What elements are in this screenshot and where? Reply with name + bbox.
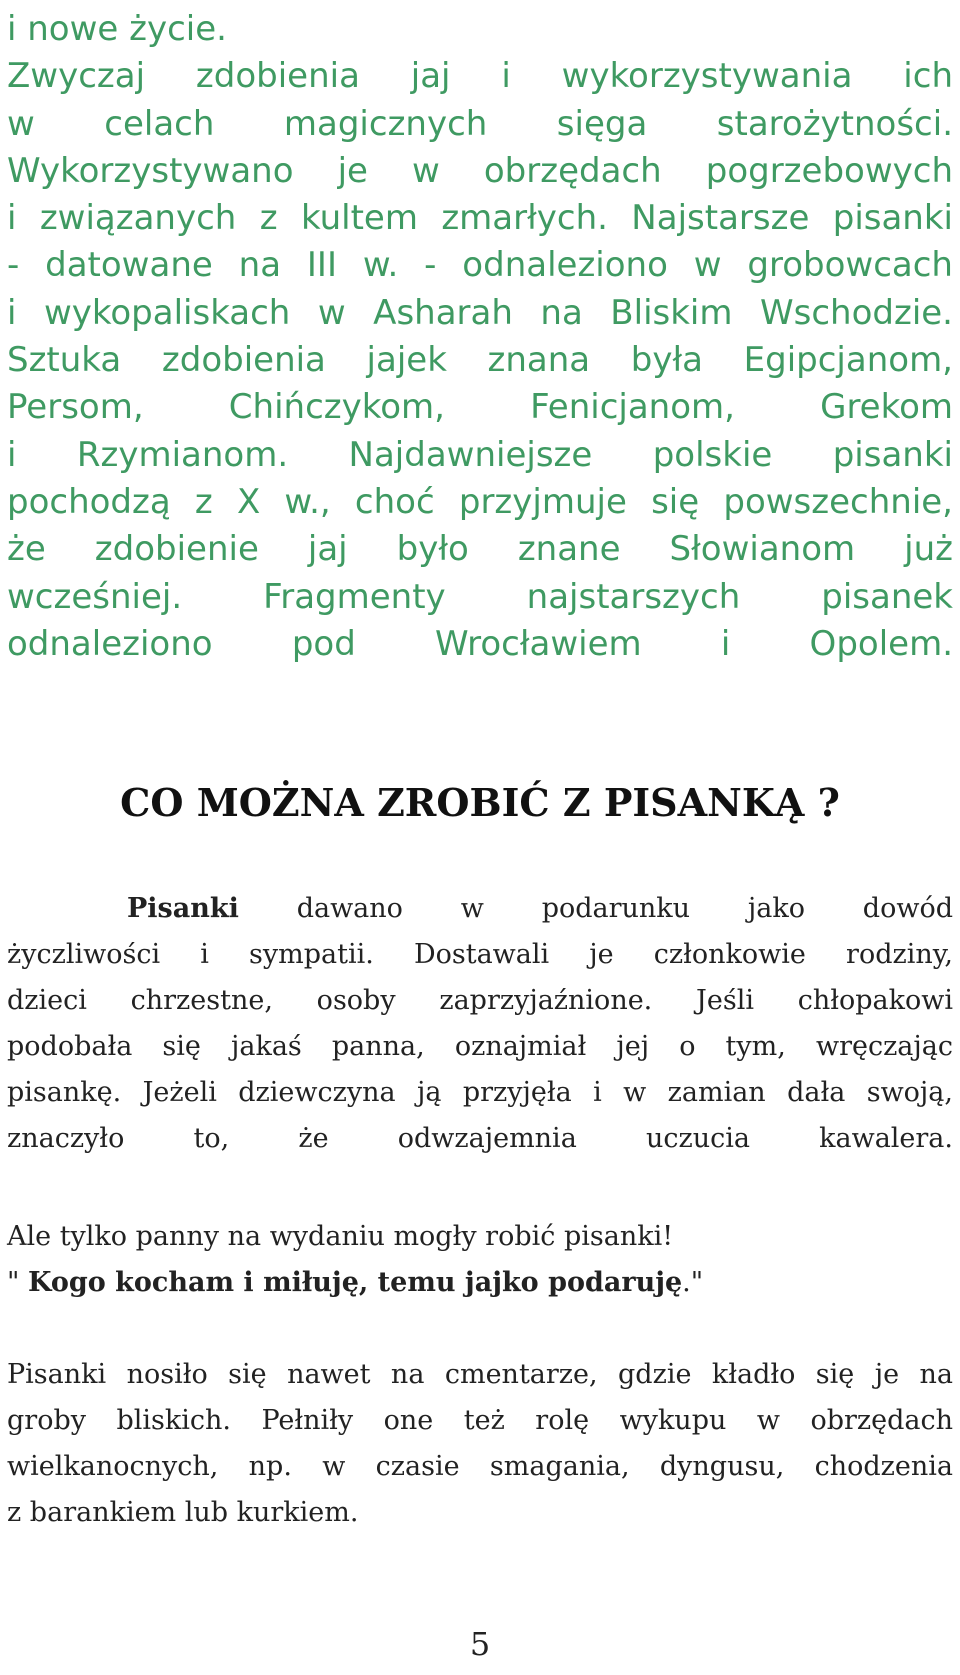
quote-mark: ." xyxy=(682,1267,704,1298)
text-line: i wykopaliskach w Asharah na Bliskim Wschodzie. xyxy=(7,292,953,333)
text-line: że zdobienie jaj było znane Słowianom już xyxy=(7,529,953,570)
page-number: 5 xyxy=(469,1625,491,1663)
bold-lead-word: Pisanki xyxy=(127,893,239,924)
text-line: Persom, Chińczykom, Fenicjanom, Grekom xyxy=(7,387,953,428)
quote-mark: " xyxy=(7,1267,29,1298)
text-line: Wykorzystywano je w obrzędach pogrzebowych xyxy=(7,150,953,191)
paragraph-cemetery xyxy=(7,1352,953,1536)
text-line: wielkanocnych, np. w czasie smagania, dyngusu, chodzenia xyxy=(7,1451,953,1482)
text-line: pisankę. Jeżeli dziewczyna ją przyjęła i w zamian dała swoją, xyxy=(7,1077,953,1108)
text-line: i Rzymianom. Najdawniejsze polskie pisanki xyxy=(7,434,953,475)
text-span: dawano w podarunku jako dowód xyxy=(238,893,953,924)
text-line: w celach magicznych sięga starożytności. xyxy=(7,103,953,144)
text-line: Sztuka zdobienia jajek znana była Egipcjanom, xyxy=(7,340,953,381)
text-line: - datowane na III w. - odnaleziono w grobowcach xyxy=(7,245,953,286)
text-line: Zwyczaj zdobienia jaj i wykorzystywania ich xyxy=(7,56,953,97)
text-line: pochodzą z X w., choć przyjmuje się powszechnie, xyxy=(7,481,953,522)
text-line: z barankiem lub kurkiem. xyxy=(7,1497,359,1528)
text-line: znaczyło to, że odwzajemnia uczucia kawalera. xyxy=(7,1123,953,1154)
text-line: Pisanki nosiło się nawet na cmentarze, gdzie kładło się je na xyxy=(7,1359,953,1390)
quote-line xyxy=(7,1260,953,1306)
bold-quote: Kogo kocham i miłuję, temu jajko podaruję xyxy=(28,1267,683,1298)
section-heading: CO MOŻNA ZROBIĆ Z PISANKĄ ? xyxy=(120,780,840,825)
text-line: podobała się jakaś panna, oznajmiał jej o tym, wręczając xyxy=(7,1031,953,1062)
text-line: wcześniej. Fragmenty najstarszych pisanek xyxy=(7,576,953,617)
paragraph-maidens xyxy=(7,1214,953,1306)
text-line: odnaleziono pod Wrocławiem i Opolem. xyxy=(7,623,953,664)
text-line: groby bliskich. Pełniły one też rolę wykupu w obrzędach xyxy=(7,1405,953,1436)
text-line xyxy=(7,886,953,932)
text-line: życzliwości i sympatii. Dostawali je członkowie rodziny, xyxy=(7,939,953,970)
text-line: Ale tylko panny na wydaniu mogły robić pisanki! xyxy=(7,1221,674,1252)
paragraph-gifts xyxy=(7,886,953,1162)
text-line: dzieci chrzestne, osoby zaprzyjaźnione. Jeśli chłopakowi xyxy=(7,985,953,1016)
text-line: i nowe życie. xyxy=(7,9,227,49)
history-text-block xyxy=(7,6,953,668)
text-line: i związanych z kultem zmarłych. Najstarsze pisanki xyxy=(7,198,953,239)
